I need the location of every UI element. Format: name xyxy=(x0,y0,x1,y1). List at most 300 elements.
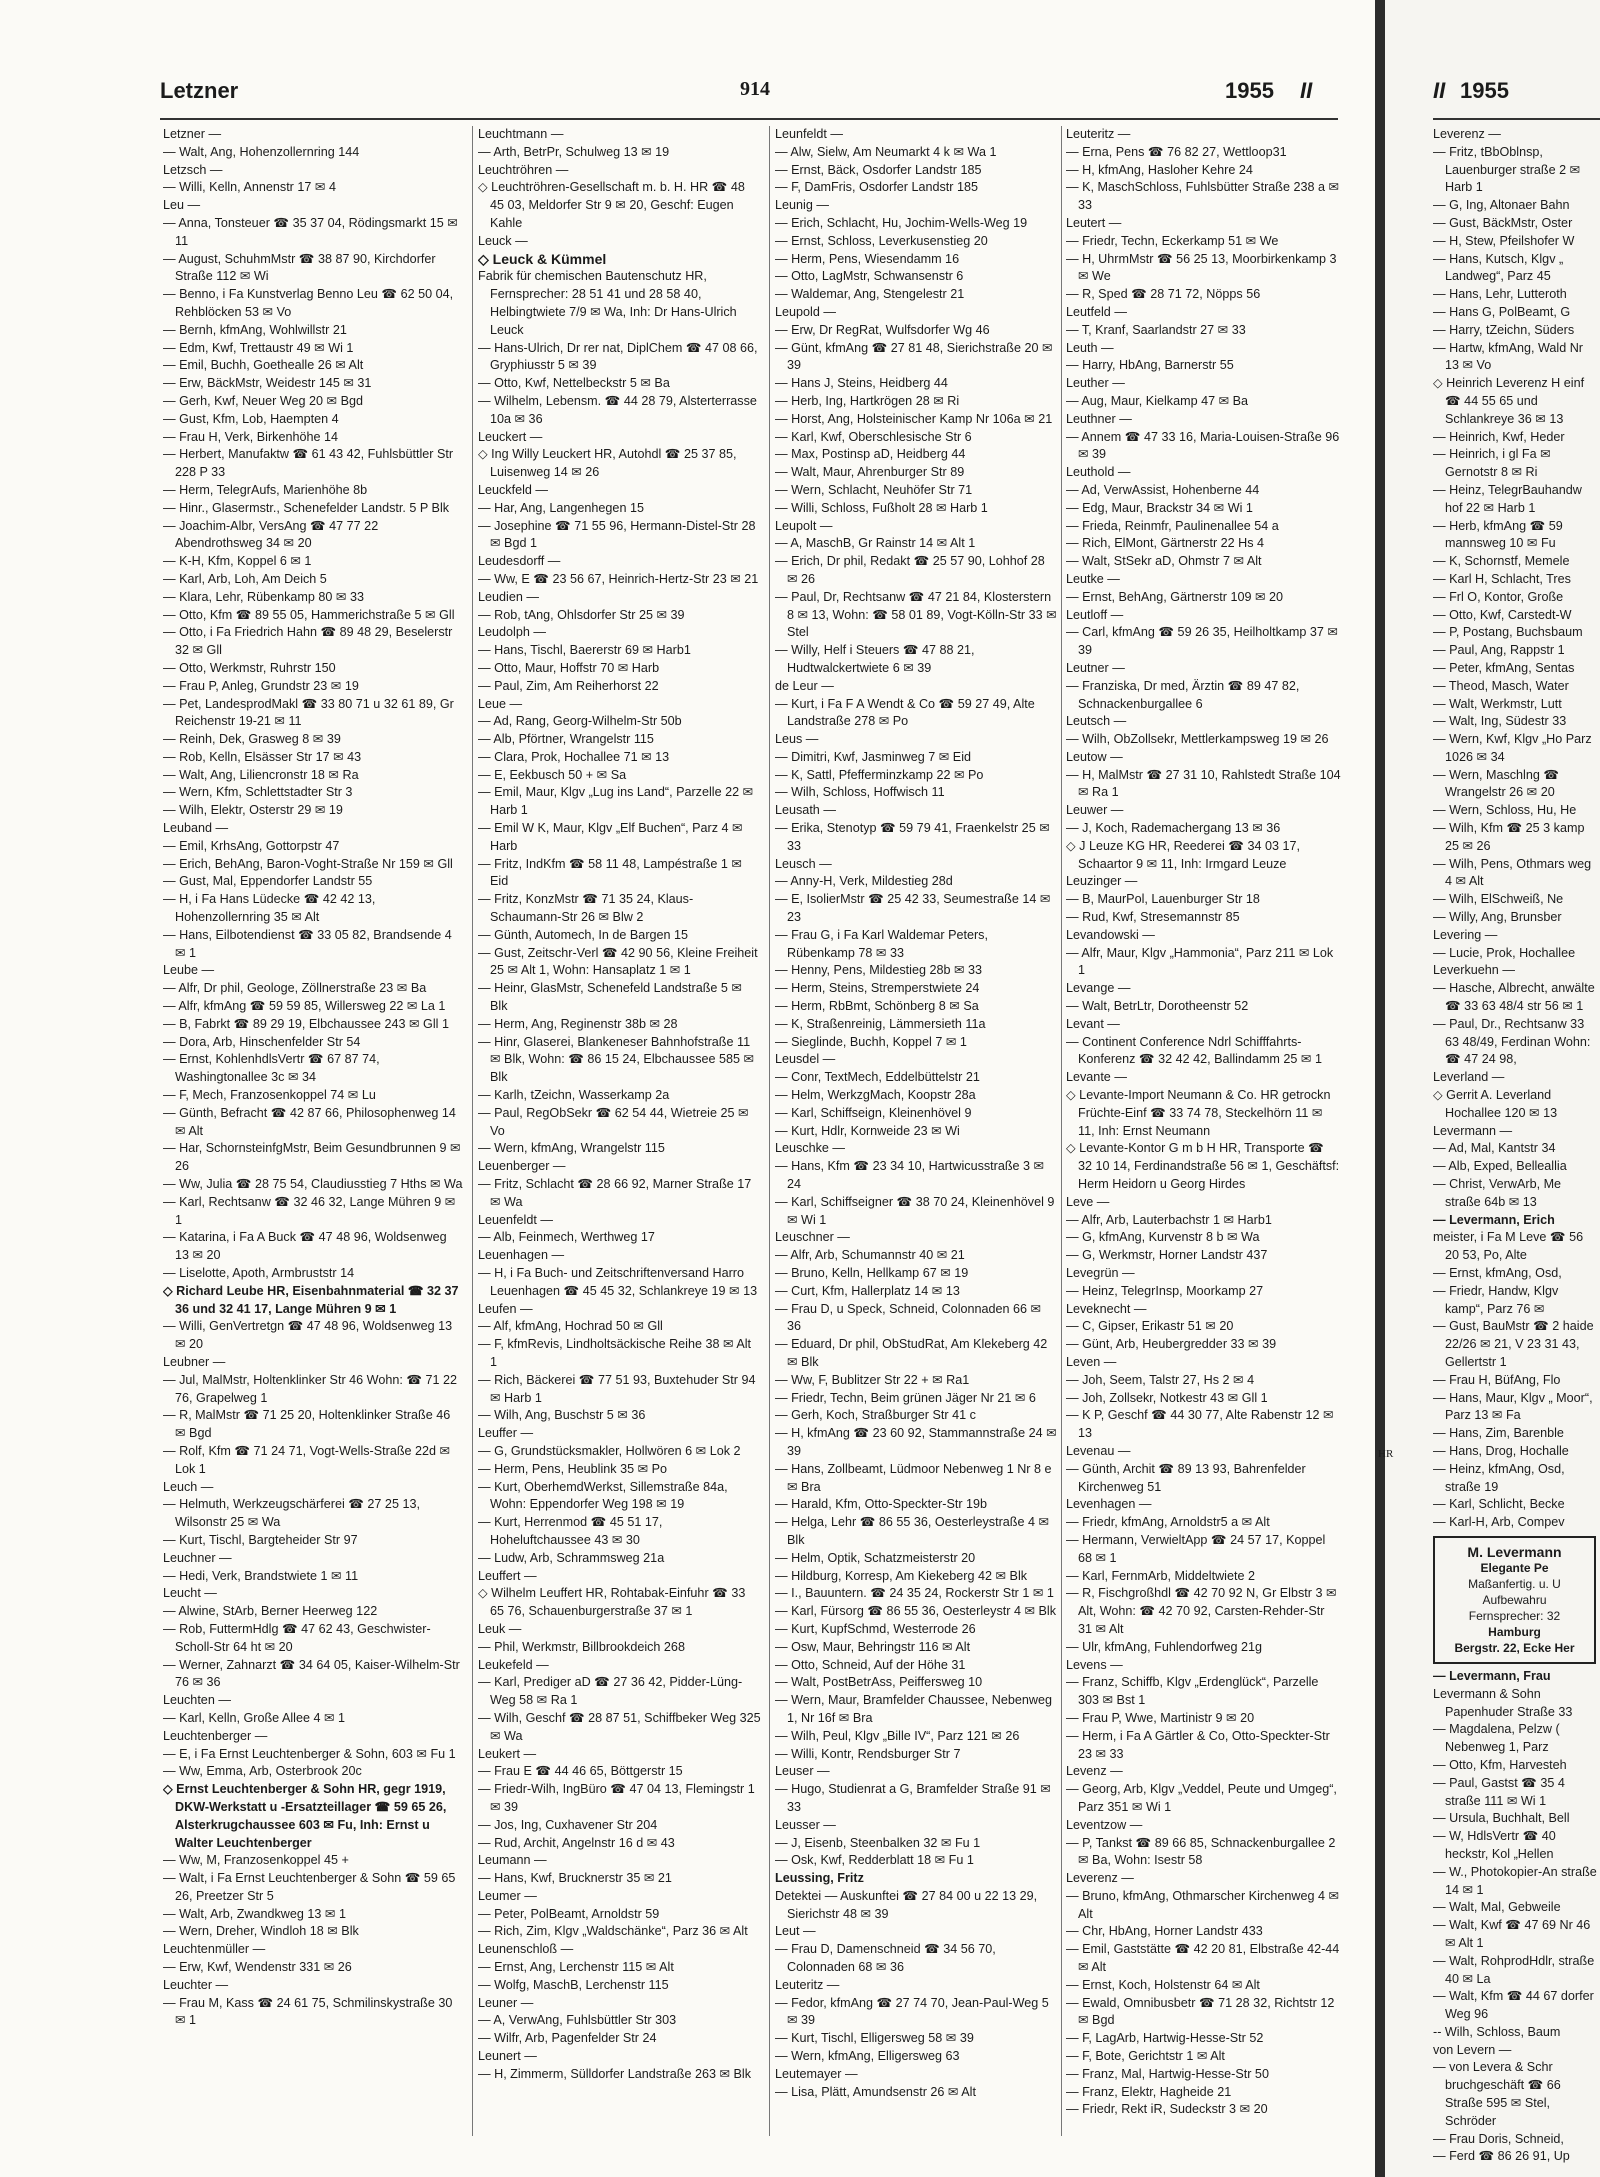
directory-entry: — Frl O, Kontor, Große xyxy=(1433,589,1564,604)
directory-entry: — Karl, Kwf, Oberschlesische Str 6 xyxy=(775,429,972,444)
directory-entry: — B, MaurPol, Lauenburger Str 18 xyxy=(1066,892,1260,907)
directory-entry: — Alfr, Dr phil, Geologe, Zöllnerstraße 23 ✉ Ba xyxy=(163,981,427,996)
directory-heading: Leumann — xyxy=(478,1853,547,1868)
directory-entry: — Ad, Mal, Kantstr 34 xyxy=(1433,1141,1556,1156)
directory-heading: Leuenhagen — xyxy=(478,1248,565,1263)
directory-heading: Leuteritz — xyxy=(1066,127,1131,141)
directory-entry: — Friedr, Techn, Eckerkamp 51 ✉ We xyxy=(1066,233,1279,248)
directory-entry: — F, Mech, Franzosenkoppel 74 ✉ Lu xyxy=(163,1088,376,1103)
directory-entry: — Dora, Arb, Hinschenfelder Str 54 xyxy=(163,1034,361,1049)
directory-heading: Leudesdorff — xyxy=(478,554,561,569)
directory-entry: — K, Sattl, Pfefferminzkamp 22 ✉ Po xyxy=(775,767,984,782)
directory-heading: Leusch — xyxy=(775,856,832,871)
directory-heading: Levegrün — xyxy=(1066,1266,1135,1280)
directory-entry: — Helm, WerkzgMach, Koopstr 28a xyxy=(775,1088,976,1103)
directory-entry: — Willi, GenVertretgn ☎ 47 48 96, Woldsenweg 13 ✉ 20 xyxy=(163,1319,453,1352)
directory-heading: Leutemayer — xyxy=(775,2066,858,2081)
directory-entry: — Hans, Lehr, Lutteroth xyxy=(1433,287,1567,302)
directory-heading: Leuchtenberger — xyxy=(163,1728,268,1743)
directory-entry: — Wern, Maschlng ☎ Wrangelstr 26 ✉ 20 xyxy=(1433,767,1560,800)
directory-heading: Leuther — xyxy=(1066,376,1125,391)
directory-entry: — J, Eisenb, Steenbalken 32 ✉ Fu 1 xyxy=(775,1835,981,1850)
directory-entry: — K, MaschSchloss, Fuhlsbütter Straße 238 a ✉ 33 xyxy=(1066,180,1340,213)
directory-entry: — Gust, BauMstr ☎ 2 haide 22/26 ✉ 21, V 23 31 43, Gellertstr 1 xyxy=(1433,1319,1594,1369)
directory-heading: Leuch — xyxy=(163,1479,214,1494)
directory-entry: — Paul, RegObSekr ☎ 62 54 44, Wietreie 25 ✉ Vo xyxy=(478,1105,749,1138)
directory-entry: — Hinr., Glasermstr., Schenefelder Landstr. 5 P Blk xyxy=(163,500,450,515)
directory-entry: — Herb, kfmAng ☎ 59 mannsweg 10 ✉ Fu xyxy=(1433,518,1563,551)
directory-entry: — A, VerwAng, Fuhlsbüttler Str 303 xyxy=(478,2013,677,2028)
directory-entry: — Ernst, Schloss, Leverkusenstieg 20 xyxy=(775,233,988,248)
directory-entry: — Wilh, Ang, Buschstr 5 ✉ 36 xyxy=(478,1408,646,1423)
directory-heading: Leuchtmann — xyxy=(478,127,564,141)
directory-entry: — Hasche, Albrecht, anwälte ☎ 33 63 48/4 str 56 ✉ 1 xyxy=(1433,981,1595,1014)
ad-city: Hamburg xyxy=(1488,1624,1541,1639)
directory-entry: — Kurt, OberhemdWerkst, Sillemstraße 84a, Wohn: Eppendorfer Weg 198 ✉ 19 xyxy=(478,1479,728,1512)
directory-entry: — Edg, Maur, Brackstr 34 ✉ Wi 1 xyxy=(1066,500,1253,515)
directory-entry: — Friedr, Techn, Beim grünen Jäger Nr 21 ✉ 6 xyxy=(775,1390,1036,1405)
directory-entry: — Franziska, Dr med, Ärztin ☎ 89 47 82, Schnackenburgallee 6 xyxy=(1066,678,1300,711)
directory-entry: — Gust, Zeitschr-Verl ☎ 42 90 56, Kleine Freiheit 25 ✉ Alt 1, Wohn: Hansaplatz 1 ✉ 1 xyxy=(478,945,758,978)
directory-entry: — Ww, F, Bublitzer Str 22 + ✉ Ra1 xyxy=(775,1372,970,1387)
directory-heading: Leut — xyxy=(775,1924,816,1939)
directory-entry: — Walt, Ang, Hohenzollernring 144 xyxy=(163,144,360,159)
directory-entry: — Ernst, kfmAng, Osd, xyxy=(1433,1266,1562,1280)
directory-heading: von Levern — xyxy=(1433,2042,1512,2057)
directory-entry: — Alfr, Arb, Lauterbachstr 1 ✉ Harb1 xyxy=(1066,1212,1272,1227)
ad-title: M. Levermann xyxy=(1467,1543,1562,1560)
directory-entry: — Ww, E ☎ 23 56 67, Heinrich-Hertz-Str 23 ✉ 21 xyxy=(478,571,759,586)
directory-heading: Levant — xyxy=(1066,1016,1120,1031)
directory-heading: Leuffer — xyxy=(478,1426,534,1441)
directory-entry: — Otto, Schneid, Auf der Höhe 31 xyxy=(775,1657,966,1672)
directory-entry: — Herb, Ing, Hartkrögen 28 ✉ Ri xyxy=(775,393,960,408)
directory-heading: Leusser — xyxy=(775,1817,836,1832)
directory-entry: — Alwine, StArb, Berner Heerweg 122 xyxy=(163,1604,378,1619)
directory-entry: — T, Kranf, Saarlandstr 27 ✉ 33 xyxy=(1066,322,1246,337)
directory-heading: Levandowski — xyxy=(1066,927,1155,942)
directory-entry: — Joh, Seem, Talstr 27, Hs 2 ✉ 4 xyxy=(1066,1372,1255,1387)
directory-entry: — Phil, Werkmstr, Billbrookdeich 268 xyxy=(478,1639,685,1654)
directory-entry: — Franz, Schiffb, Klgv „Erdenglück“, Parzelle 303 ✉ Bst 1 xyxy=(1066,1675,1319,1708)
directory-entry: — Hildburg, Korresp, Am Kiekeberg 42 ✉ Blk xyxy=(775,1568,1028,1583)
directory-entry: — Willy, Ang, Brunsber xyxy=(1433,910,1562,925)
directory-entry: — Erna, Pens ☎ 76 82 27, Wettloop31 xyxy=(1066,144,1287,159)
directory-entry: — Levermann, Erich xyxy=(1433,1212,1555,1227)
directory-entry: — Günth, Automech, In de Bargen 15 xyxy=(478,927,689,942)
directory-entry: — Fedor, kfmAng ☎ 27 74 70, Jean-Paul-Weg 5 ✉ 39 xyxy=(775,1995,1049,2028)
directory-entry: — Rob, tAng, Ohlsdorfer Str 25 ✉ 39 xyxy=(478,607,685,622)
directory-entry: — P, Tankst ☎ 89 66 85, Schnackenburgallee 2 ✉ Ba, Wohn: Isestr 58 xyxy=(1066,1835,1336,1868)
directory-heading: Leucht — xyxy=(163,1586,217,1601)
directory-entry: — R, Fischgroßhdl ☎ 42 70 92 N, Gr Elbstr 3 ✉ Alt, Wohn: ☎ 42 70 92, Carsten-Rehder-Str 31 ✉ Alt xyxy=(1066,1586,1337,1636)
directory-entry: — W, HdlsVertr ☎ 40 heckstr, Kol „Hellen xyxy=(1433,1829,1556,1861)
directory-heading: Leverkuehn — xyxy=(1433,963,1515,978)
directory-heading: Leukert — xyxy=(478,1746,537,1761)
directory-column-3 xyxy=(775,126,1058,2146)
directory-entry: ◇ Levante-Import Neumann & Co. HR getrockn Früchte-Einf ☎ 33 74 78, Steckelhörn 11 ✉ 11, Inh: Ernst Neumann xyxy=(1066,1088,1331,1138)
directory-entry: — Erich, BehAng, Baron-Voght-Straße Nr 159 ✉ Gll xyxy=(163,856,453,871)
directory-entry: — Aug, Maur, Kielkamp 47 ✉ Ba xyxy=(1066,393,1249,408)
directory-heading: Levenau — xyxy=(1066,1443,1131,1458)
directory-heading: Leusdel — xyxy=(775,1052,836,1067)
directory-entry: — Hans J, Steins, Heidberg 44 xyxy=(775,376,948,391)
directory-entry: — Rob, Kelln, Elsässer Str 17 ✉ 43 xyxy=(163,749,362,764)
directory-entry: — Ursula, Buchhalt, Bell xyxy=(1433,1811,1570,1826)
directory-heading: Leuckert — xyxy=(478,429,543,444)
directory-entry: — Rich, Bäckerei ☎ 77 51 93, Buxtehuder Str 94 ✉ Harb 1 xyxy=(478,1372,756,1405)
directory-entry: — Willi, Kelln, Annenstr 17 ✉ 4 xyxy=(163,180,336,195)
directory-entry: — Karl, Arb, Loh, Am Deich 5 xyxy=(163,571,327,586)
directory-entry: — Conr, TextMech, Eddelbüttelstr 21 xyxy=(775,1070,980,1085)
directory-entry: — Kurt, KupfSchmd, Westerrode 26 xyxy=(775,1621,976,1636)
directory-entry: — Ww, Emma, Arb, Osterbrook 20c xyxy=(163,1764,362,1779)
directory-entry: — Eduard, Dr phil, ObStudRat, Am Klekeberg 42 ✉ Blk xyxy=(775,1337,1048,1369)
directory-entry: — Wern, Dreher, Windloh 18 ✉ Blk xyxy=(163,1924,359,1939)
directory-entry: — Walt, BetrLtr, Dorotheenstr 52 xyxy=(1066,999,1249,1014)
directory-entry: — Harald, Kfm, Otto-Speckter-Str 19b xyxy=(775,1497,988,1512)
directory-entry: — Werner, Zahnarzt ☎ 34 64 05, Kaiser-Wilhelm-Str 76 ✉ 36 xyxy=(163,1657,460,1690)
directory-entry: — Anna, Tonsteuer ☎ 35 37 04, Rödingsmarkt 15 ✉ 11 xyxy=(163,215,458,248)
directory-entry: — Annem ☎ 47 33 16, Maria-Louisen-Straße 96 ✉ 39 xyxy=(1066,429,1340,462)
directory-entry: ◇ Leuchtröhren-Gesellschaft m. b. H. HR ☎ 48 45 03, Meldorfer Str 9 ✉ 20, Geschf: Eugen Kahle xyxy=(478,180,745,230)
directory-entry: — Karl, FernmArb, Middeltwiete 2 xyxy=(1066,1568,1255,1583)
directory-entry: — Henny, Pens, Mildestieg 28b ✉ 33 xyxy=(775,963,983,978)
running-head-volume-right: II xyxy=(1433,78,1446,103)
directory-entry: — Kurt, Herrenmod ☎ 45 51 17, Hoheluftchaussee 43 ✉ 30 xyxy=(478,1515,663,1547)
directory-entry: — Harry, tZeichn, Süders xyxy=(1433,322,1575,337)
directory-entry: — Helm, Optik, Schatzmeisterstr 20 xyxy=(775,1550,976,1565)
directory-entry: — Har, SchornsteinfgMstr, Beim Gesundbrunnen 9 ✉ 26 xyxy=(163,1141,461,1174)
directory-entry: — Bruno, Kelln, Hellkamp 67 ✉ 19 xyxy=(775,1266,969,1280)
directory-heading: Leuenfeldt — xyxy=(478,1212,553,1227)
running-head-year-right: 1955 xyxy=(1460,78,1509,103)
directory-entry: — Walt, RohprodHdlr, straße 40 ✉ La xyxy=(1433,1953,1595,1986)
directory-entry: — Hans-Ulrich, Dr rer nat, DiplChem ☎ 47 08 66, Gryphiusstr 5 ✉ 39 xyxy=(478,340,758,373)
directory-entry: — Chr, HbAng, Horner Landstr 433 xyxy=(1066,1924,1263,1939)
directory-entry: — Pet, LandesprodMakl ☎ 33 80 71 u 32 61 89, Gr Reichenstr 19-21 ✉ 11 xyxy=(163,696,454,729)
directory-entry: — H, i Fa Hans Lüdecke ☎ 42 42 13, Hohenzollernring 35 ✉ Alt xyxy=(163,892,376,925)
directory-entry: — Emil, Maur, Klgv „Lug ins Land“, Parzelle 22 ✉ Harb 1 xyxy=(478,785,754,818)
directory-entry: ◇ Ernst Leuchtenberger & Sohn HR, gegr 1919, DKW-Werkstatt u -Ersatzteillager ☎ 59 65 26, Alsterkrugchaussee 603 ✉ Fu, Inh: Ernst u Walter Leuchtenberger xyxy=(163,1782,447,1850)
directory-entry: — Joh, Zollsekr, Notkestr 43 ✉ Gll 1 xyxy=(1066,1390,1268,1405)
directory-entry: — Curt, Kfm, Hallerplatz 14 ✉ 13 xyxy=(775,1283,960,1298)
directory-entry: — Frau E ☎ 44 46 65, Böttgerstr 15 xyxy=(478,1764,683,1779)
directory-entry: — Waldemar, Ang, Stengelestr 21 xyxy=(775,287,965,302)
directory-entry: — Arth, BetrPr, Schulweg 13 ✉ 19 xyxy=(478,144,670,159)
directory-entry: — Alfr, Maur, Klgv „Hammonia“, Parz 211 ✉ Lok 1 xyxy=(1066,945,1334,978)
directory-entry: — Rud, Archit, Angelnstr 16 d ✉ 43 xyxy=(478,1835,675,1850)
directory-entry: — Georg, Arb, Klgv „Veddel, Peute und Umgeg“, Parz 351 ✉ Wi 1 xyxy=(1066,1782,1337,1814)
ad-address: Bergstr. 22, Ecke Her xyxy=(1454,1640,1575,1655)
directory-entry: — Ernst, Koch, Holstenstr 64 ✉ Alt xyxy=(1066,1977,1260,1992)
directory-entry: — Wilh, Geschf ☎ 28 87 51, Schiffbeker Weg 325 ✉ Wa xyxy=(478,1710,761,1743)
directory-entry: -- Wilh, Schloss, Baum xyxy=(1433,2024,1561,2039)
directory-entry: — I., Bauuntern. ☎ 24 35 24, Rockerstr Str 1 ✉ 1 xyxy=(775,1586,1054,1601)
directory-entry: — Hans G, PolBeamt, G xyxy=(1433,304,1571,319)
directory-heading: Leuzinger — xyxy=(1066,874,1138,889)
directory-entry: — Gust, Mal, Eppendorfer Landstr 55 xyxy=(163,874,373,889)
directory-entry: — Frau H, Verk, Birkenhöhe 14 xyxy=(163,429,338,444)
directory-entry: — Friedr, Handw, Klgv kamp“, Parz 76 ✉ xyxy=(1433,1283,1559,1316)
directory-heading: Leudien — xyxy=(478,589,539,604)
directory-entry: — B, Fabrkt ☎ 89 29 19, Elbchaussee 243 ✉ Gll 1 xyxy=(163,1016,449,1031)
directory-heading: Levermann — xyxy=(1433,1123,1513,1138)
directory-heading: Leus — xyxy=(775,732,819,747)
directory-heading: Leutke — xyxy=(1066,571,1120,586)
directory-entry: — Franz, Mal, Hartwig-Hesse-Str 50 xyxy=(1066,2066,1269,2081)
directory-entry: — Wilh, Kfm ☎ 25 3 kamp 25 ✉ 26 xyxy=(1433,821,1585,853)
directory-entry: — F, DamFris, Osdorfer Landstr 185 xyxy=(775,180,978,195)
directory-entry: — Otto, Maur, Hoffstr 70 ✉ Harb xyxy=(478,660,660,675)
directory-entry: — Wilh, ElSchweiß, Ne xyxy=(1433,892,1564,907)
directory-heading: Levenhagen — xyxy=(1066,1497,1152,1512)
directory-entry: — Frau P, Wwe, Martinistr 9 ✉ 20 xyxy=(1066,1710,1255,1725)
directory-entry: — Willi, Kontr, Rendsburger Str 7 xyxy=(775,1746,961,1761)
directory-entry: — Walt, Werkmstr, Lutt xyxy=(1433,696,1562,711)
directory-entry: — Wilh, ObZollsekr, Mettlerkampsweg 19 ✉ 26 xyxy=(1066,732,1329,747)
directory-entry: — Gerh, Koch, Straßburger Str 41 c xyxy=(775,1408,976,1423)
directory-entry: — Ludw, Arb, Schrammsweg 21a xyxy=(478,1550,665,1565)
levermann-advertisement xyxy=(1433,1536,1596,1664)
directory-entry: — von Levera & Schr bruchgeschäft ☎ 66 Straße 595 ✉ Stel, Schröder xyxy=(1433,2060,1561,2128)
directory-entry: — Kurt, Tischl, Elligersweg 58 ✉ 39 xyxy=(775,2031,974,2046)
book-gutter xyxy=(1375,0,1385,2177)
directory-entry: — Walt, StSekr aD, Ohmstr 7 ✉ Alt xyxy=(1066,554,1262,569)
directory-heading: Leutsch — xyxy=(1066,714,1127,729)
directory-heading: Leventzow — xyxy=(1066,1817,1143,1832)
directory-heading: Leuchtröhren — xyxy=(478,162,569,177)
directory-heading: Leuenberger — xyxy=(478,1159,566,1174)
directory-entry: — Otto, LagMstr, Schwansenstr 6 xyxy=(775,269,964,284)
directory-entry: — Ewald, Omnibusbetr ☎ 71 28 32, Richtstr 12 ✉ Bgd xyxy=(1066,1995,1335,2028)
directory-entry: — Friedr, Rekt iR, Sudeckstr 3 ✉ 20 xyxy=(1066,2102,1268,2117)
directory-entry: — Alb, Exped, Belleallia xyxy=(1433,1159,1567,1174)
directory-entry: — Josephine ☎ 71 55 96, Hermann-Distel-Str 28 ✉ Bgd 1 xyxy=(478,518,756,551)
directory-entry: — Jos, Ing, Cuxhavener Str 204 xyxy=(478,1817,658,1832)
directory-entry: — Walt, Mal, Gebweile xyxy=(1433,1900,1561,1915)
directory-entry: — Hans, Tischl, Baererstr 69 ✉ Harb1 xyxy=(478,643,691,658)
directory-entry: — Ernst, KohlenhdlsVertr ☎ 67 87 74, Washingtonallee 3c ✉ 34 xyxy=(163,1052,380,1085)
directory-entry: — Osk, Kwf, Redderblatt 18 ✉ Fu 1 xyxy=(775,1853,974,1868)
directory-entry: — Christ, VerwArb, Me straße 64b ✉ 13 xyxy=(1433,1177,1562,1209)
directory-heading: Levante — xyxy=(1066,1070,1127,1085)
directory-heading: Leuck — xyxy=(478,233,528,248)
directory-heading: de Leur — xyxy=(775,678,834,693)
directory-entry: — Günth, Archit ☎ 89 13 93, Bahrenfelder Kirchenweg 51 xyxy=(1066,1461,1306,1494)
directory-heading: Leutloff — xyxy=(1066,607,1124,622)
directory-entry: — Lucie, Prok, Hochallee xyxy=(1433,945,1576,960)
directory-entry: — Magdalena, Pelzw ( Nebenweg 1, Parz xyxy=(1433,1722,1560,1755)
directory-entry: — Wilhelm, Lebensm. ☎ 44 28 79, Alsterterrasse 10a ✉ 36 xyxy=(478,393,757,426)
directory-entry: — Paul, Dr., Rechtsanw 33 63 48/49, Ferdinan Wohn: ☎ 47 24 98, xyxy=(1433,1016,1591,1067)
directory-entry: — Alb, Feinmech, Werthweg 17 xyxy=(478,1230,655,1245)
directory-entry: — Wilh, Schloss, Hoffwisch 11 xyxy=(775,785,945,800)
directory-entry: — Friedr-Wilh, IngBüro ☎ 47 04 13, Flemingstr 1 ✉ 39 xyxy=(478,1782,755,1814)
directory-entry: — Reinh, Dek, Grasweg 8 ✉ 39 xyxy=(163,732,341,747)
directory-entry: — Willi, Schloss, Fußholt 28 ✉ Harb 1 xyxy=(775,500,988,515)
directory-entry: — Peter, PolBeamt, Arnoldstr 59 xyxy=(478,1906,660,1921)
directory-entry: — Kurt, Tischl, Bargteheider Str 97 xyxy=(163,1532,358,1547)
directory-entry: — C, Gipser, Erikastr 51 ✉ 20 xyxy=(1066,1319,1234,1334)
directory-heading: Leverenz — xyxy=(1433,127,1501,141)
directory-entry: — Frau Doris, Schneid, xyxy=(1433,2131,1564,2146)
directory-heading: Leunig — xyxy=(775,198,829,213)
directory-entry: — Erw, Kwf, Wendenstr 331 ✉ 26 xyxy=(163,1960,352,1975)
directory-entry: — Fritz, IndKfm ☎ 58 11 48, Lampéstraße 1 ✉ Eid xyxy=(478,856,742,889)
directory-heading: Leuband — xyxy=(163,821,229,836)
running-head-name: Letzner xyxy=(160,78,239,103)
column-rule xyxy=(769,126,770,2136)
directory-entry: — Alfr, kfmAng ☎ 59 59 85, Willersweg 22 ✉ La 1 xyxy=(163,999,446,1014)
directory-entry: — Kurt, i Fa F A Wendt & Co ☎ 59 27 49, Alte Landstraße 278 ✉ Po xyxy=(775,696,1035,729)
directory-heading: Leutow — xyxy=(1066,749,1123,764)
directory-entry: — Klara, Lehr, Rübenkamp 80 ✉ 33 xyxy=(163,589,364,604)
directory-entry: — Lisa, Plätt, Amundsenstr 26 ✉ Alt xyxy=(775,2084,976,2099)
directory-entry: — Peter, kfmAng, Sentas xyxy=(1433,660,1575,675)
directory-entry: — Theod, Masch, Water xyxy=(1433,678,1569,693)
directory-entry: — Anny-H, Verk, Mildestieg 28d xyxy=(775,874,953,889)
directory-entry: — F, LagArb, Hartwig-Hesse-Str 52 xyxy=(1066,2031,1264,2046)
directory-entry: — Ulr, kfmAng, Fuhlendorfweg 21g xyxy=(1066,1639,1262,1654)
directory-heading: Leuchter — xyxy=(163,1977,229,1992)
directory-entry: — Walt, PostBetrAss, Peiffersweg 10 xyxy=(775,1675,983,1690)
directory-entry: — Max, Postinsp aD, Heidberg 44 xyxy=(775,447,966,462)
directory-entry: — K P, Geschf ☎ 44 30 77, Alte Rabenstr 12 ✉ 13 xyxy=(1066,1408,1334,1441)
directory-entry: — Hugo, Studienrat a G, Bramfelder Straße 91 ✉ 33 xyxy=(775,1782,1051,1814)
directory-heading: Leuffert — xyxy=(478,1568,537,1583)
directory-entry: — Emil, Buchh, Goethealle 26 ✉ Alt xyxy=(163,358,364,373)
directory-entry: — G, kfmAng, Kurvenstr 8 b ✉ Wa xyxy=(1066,1230,1260,1245)
directory-entry: — Ferd ☎ 86 26 91, Up xyxy=(1433,2149,1570,2164)
directory-entry: ◇ Leuck & Kümmel xyxy=(478,250,607,267)
directory-entry: meister, i Fa M Leve ☎ 56 20 53, Po, Alte xyxy=(1433,1230,1584,1263)
directory-entry: — Günt, kfmAng ☎ 27 81 48, Sierichstraße 20 ✉ 39 xyxy=(775,340,1053,373)
directory-entry: — Erich, Schlacht, Hu, Jochim-Wells-Weg 19 xyxy=(775,215,1028,230)
ad-phone: Fernsprecher: 32 xyxy=(1468,1608,1561,1623)
directory-heading: Leuchtenmüller — xyxy=(163,1942,266,1957)
directory-entry: — Erika, Stenotyp ☎ 59 79 41, Fraenkelstr 25 ✉ 33 xyxy=(775,821,1050,853)
directory-heading: Leuchner — xyxy=(163,1550,232,1565)
page-number: 914 xyxy=(740,78,770,100)
directory-entry: — Wern, kfmAng, Elligersweg 63 xyxy=(775,2049,960,2064)
directory-heading: Leunfeldt — xyxy=(775,127,843,141)
directory-entry: — Paul, Dr, Rechtsanw ☎ 47 21 84, Klosterstern 8 ✉ 13, Wohn: ☎ 58 01 89, Vogt-Kölln-Str 33 ✉ Stel xyxy=(775,589,1057,640)
directory-heading: Leuwer — xyxy=(1066,803,1124,818)
directory-entry: ◇ Ing Willy Leuckert HR, Autohdl ☎ 25 37 85, Luisenweg 14 ✉ 26 xyxy=(478,447,737,480)
directory-entry: — Karl H, Schlacht, Tres xyxy=(1433,571,1571,586)
directory-entry: — Walt, Maur, Ahrenburger Str 89 xyxy=(775,465,965,480)
directory-heading: Leue — xyxy=(478,696,523,711)
directory-entry: — Rich, Zim, Klgv „Waldschänke“, Parz 36 ✉ Alt xyxy=(478,1924,748,1939)
directory-entry: — Hans, Maur, Klgv „ Moor“, Parz 13 ✉ Fa xyxy=(1433,1390,1593,1423)
directory-entry: ◇ Richard Leube HR, Eisenbahnmaterial ☎ 32 37 36 und 32 41 17, Lange Mühren 9 ✉ 1 xyxy=(163,1283,459,1316)
directory-entry: — Karl, Kelln, Große Allee 4 ✉ 1 xyxy=(163,1710,346,1725)
directory-entry: ◇ Wilhelm Leuffert HR, Rohtabak-Einfuhr ☎ 33 65 76, Schauenburgerstraße 37 ✉ 1 xyxy=(478,1586,746,1619)
directory-entry: — Heinrich, Kwf, Heder xyxy=(1433,429,1565,444)
ad-line: Elegante Pe xyxy=(1480,1560,1549,1575)
directory-entry: — Jul, MalMstr, Holtenklinker Str 46 Wohn: ☎ 71 22 76, Grapelweg 1 xyxy=(163,1372,458,1405)
directory-entry: — Levermann, Frau xyxy=(1433,1668,1551,1683)
directory-entry: — H, kfmAng, Hasloher Kehre 24 xyxy=(1066,162,1253,177)
directory-entry: ◇ Levante-Kontor G m b H HR, Transporte ☎ 32 10 14, Ferdinandstraße 56 ✉ 1, Geschäftsf: Herm Heidorn u Georg Hirdes xyxy=(1066,1141,1340,1192)
directory-entry: — Wern, Schlacht, Neuhöfer Str 71 xyxy=(775,482,973,497)
running-head-volume: II xyxy=(1300,78,1313,103)
directory-entry: — Harry, HbAng, Barnerstr 55 xyxy=(1066,358,1234,373)
directory-entry: — Karl, Prediger aD ☎ 27 36 42, Pidder-Lüng-Weg 58 ✉ Ra 1 xyxy=(478,1675,743,1708)
right-entries-top xyxy=(1433,126,1600,1532)
directory-entry: — Liselotte, Apoth, Armbruststr 14 xyxy=(163,1266,355,1280)
directory-page-right xyxy=(1385,0,1600,2177)
directory-entry: — G, Werkmstr, Horner Landstr 437 xyxy=(1066,1248,1268,1263)
directory-entry: — Dimitri, Kwf, Jasminweg 7 ✉ Eid xyxy=(775,749,972,764)
directory-entry: — Wern, Kfm, Schlettstadter Str 3 xyxy=(163,785,353,800)
directory-entry: — G, Ing, Altonaer Bahn xyxy=(1433,198,1570,213)
directory-entry: — Horst, Ang, Holsteinischer Kamp Nr 106a ✉ 21 xyxy=(775,411,1053,426)
directory-entry: — R, MalMstr ☎ 71 25 20, Holtenklinker Straße 46 ✉ Bgd xyxy=(163,1408,451,1441)
directory-entry: — Heinz, TelegrInsp, Moorkamp 27 xyxy=(1066,1283,1264,1298)
directory-entry: — Alf, kfmAng, Hochrad 50 ✉ Gll xyxy=(478,1319,663,1334)
directory-entry: — Walt, Arb, Zwandkweg 13 ✉ 1 xyxy=(163,1906,346,1921)
directory-entry: — August, SchuhmMstr ☎ 38 87 90, Kirchdorfer Straße 112 ✉ Wi xyxy=(163,251,436,284)
directory-entry: — Wern, Kwf, Klgv „Ho Parz 1026 ✉ 34 xyxy=(1433,732,1592,764)
directory-entry: — Rud, Kwf, Stresemannstr 85 xyxy=(1066,910,1240,925)
directory-entry: — Har, Ang, Langenhegen 15 xyxy=(478,500,644,515)
directory-entry: — P, Postang, Buchsbaum xyxy=(1433,625,1583,640)
directory-entry: — K, Schornstf, Memele xyxy=(1433,554,1570,569)
directory-entry: — Hans, Eilbotendienst ☎ 33 05 82, Brandsende 4 ✉ 1 xyxy=(163,927,452,960)
column-rule xyxy=(472,126,473,2136)
directory-entry: — Osw, Maur, Behringstr 116 ✉ Alt xyxy=(775,1639,971,1654)
directory-entry: Fabrik für chemischen Bautenschutz HR, Fernsprecher: 28 51 41 und 28 58 40, Helbingtwiete 7/9 ✉ Wa, Inh: Dr Hans-Ulrich Leuck xyxy=(478,269,737,337)
directory-entry: — Günt, Arb, Heubergredder 33 ✉ 39 xyxy=(1066,1337,1277,1352)
directory-entry: ◇ J Leuze KG HR, Reederei ☎ 34 03 17, Schaartor 9 ✉ 11, Inh: Irmgard Leuze xyxy=(1066,838,1300,871)
directory-entry: — Frau D, Damenschneid ☎ 34 56 70, Colonnaden 68 ✉ 36 xyxy=(775,1942,996,1975)
directory-entry: — Fritz, Schlacht ☎ 28 66 92, Marner Straße 17 ✉ Wa xyxy=(478,1177,752,1209)
directory-column-2 xyxy=(478,126,761,2146)
directory-entry: — Ernst, Ang, Lerchenstr 115 ✉ Alt xyxy=(478,1960,674,1975)
directory-entry: — Karl, Fürsorg ☎ 86 55 36, Oesterleystr 4 ✉ Blk xyxy=(775,1604,1057,1619)
directory-entry: — Walt, i Fa Ernst Leuchtenberger & Sohn ☎ 59 65 26, Preetzer Str 5 xyxy=(163,1871,456,1903)
directory-entry: — Otto, Kwf, Nettelbeckstr 5 ✉ Ba xyxy=(478,376,670,391)
directory-entry: — Helmuth, Werkzeugschärferei ☎ 27 25 13, Wilsonstr 25 ✉ Wa xyxy=(163,1497,420,1530)
directory-entry: — Otto, Kfm ☎ 89 55 05, Hammerichstraße 5 ✉ Gll xyxy=(163,607,455,622)
directory-heading: Leveknecht — xyxy=(1066,1301,1147,1316)
directory-entry: — Günth, Befracht ☎ 42 87 66, Philosophenweg 14 ✉ Alt xyxy=(163,1105,456,1138)
directory-heading: Leuner — xyxy=(478,1995,534,2010)
directory-heading: Leukefeld — xyxy=(478,1657,549,1672)
directory-entry: — Joachim-Albr, VersAng ☎ 47 77 22 Abendrothsweg 34 ✉ 20 xyxy=(163,518,379,551)
directory-entry: — H, Zimmerm, Sülldorfer Landstraße 263 ✉ Blk xyxy=(478,2066,752,2081)
directory-entry: — Wolfg, MaschB, Lerchenstr 115 xyxy=(478,1977,669,1992)
directory-entry: — Herbert, Manufaktw ☎ 61 43 42, Fuhlsbüttler Str 228 P 33 xyxy=(163,447,454,480)
directory-entry: — Helga, Lehr ☎ 86 55 36, Oesterleystraße 4 ✉ Blk xyxy=(775,1515,1050,1547)
directory-entry: Detektei — Auskunftei ☎ 27 84 00 u 22 13 29, Sierichstr 48 ✉ 39 xyxy=(775,1888,1038,1921)
directory-heading: Levenz — xyxy=(1066,1764,1123,1779)
directory-entry: — G, Grundstücksmakler, Hollwören 6 ✉ Lok 2 xyxy=(478,1443,741,1458)
directory-entry: — Heinz, TelegrBauhandw hof 22 ✉ Harb 1 xyxy=(1433,482,1582,515)
directory-entry: — Erw, BäckMstr, Weidestr 145 ✉ 31 xyxy=(163,376,372,391)
ad-margin-mark: HR xyxy=(1378,1448,1394,1460)
directory-entry: — Herm, TelegrAufs, Marienhöhe 8b xyxy=(163,482,368,497)
directory-heading: Leumer — xyxy=(478,1888,537,1903)
directory-entry: — Wern, Schloss, Hu, He xyxy=(1433,803,1577,818)
directory-heading: Leutner — xyxy=(1066,660,1125,675)
directory-entry: — Walt, Kfm ☎ 44 67 dorfer Weg 96 xyxy=(1433,1989,1594,2022)
directory-entry: — Franz, Elektr, Hagheide 21 xyxy=(1066,2084,1232,2099)
directory-entry: — Ww, Julia ☎ 28 75 54, Claudiusstieg 7 Hths ✉ Wa xyxy=(163,1177,463,1192)
directory-entry: — Bruno, kfmAng, Othmarscher Kirchenweg 4 ✉ Alt xyxy=(1066,1888,1340,1921)
